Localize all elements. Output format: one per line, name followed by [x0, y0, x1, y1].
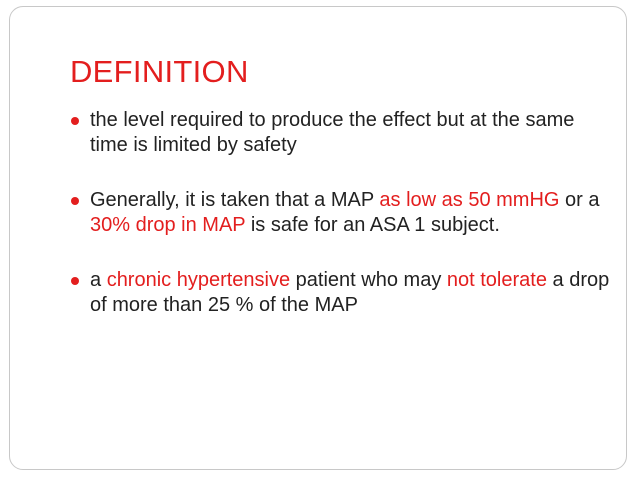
bullet-list: [70, 108, 610, 318]
highlighted-text: not tolerate: [446, 269, 547, 291]
bullet-text: a drop of more than 25 % of the MAP: [90, 269, 610, 316]
bullet-text: Generally, it is taken that a MAP: [90, 189, 380, 211]
bullet-text: the level required to produce the effect but at the same time is limited by safety: [90, 109, 575, 156]
bullet-dot-icon: [71, 277, 79, 285]
slide-title: DEFINITION: [70, 54, 249, 89]
bullet-text: a: [90, 269, 107, 291]
highlighted-text: chronic hypertensive: [106, 269, 291, 291]
bullet-item: [70, 108, 610, 158]
bullet-item: [70, 188, 610, 238]
highlighted-text: as low as 50 mmHG: [379, 189, 560, 211]
bullet-dot-icon: [71, 117, 79, 125]
bullet-text: patient who may: [290, 269, 447, 291]
bullet-text: is safe for an ASA 1 subject.: [245, 214, 500, 236]
bullet-item: [70, 268, 610, 318]
bullet-text: or a: [559, 189, 600, 211]
highlighted-text: 30% drop in MAP: [90, 214, 246, 236]
bullet-dot-icon: [71, 197, 79, 205]
